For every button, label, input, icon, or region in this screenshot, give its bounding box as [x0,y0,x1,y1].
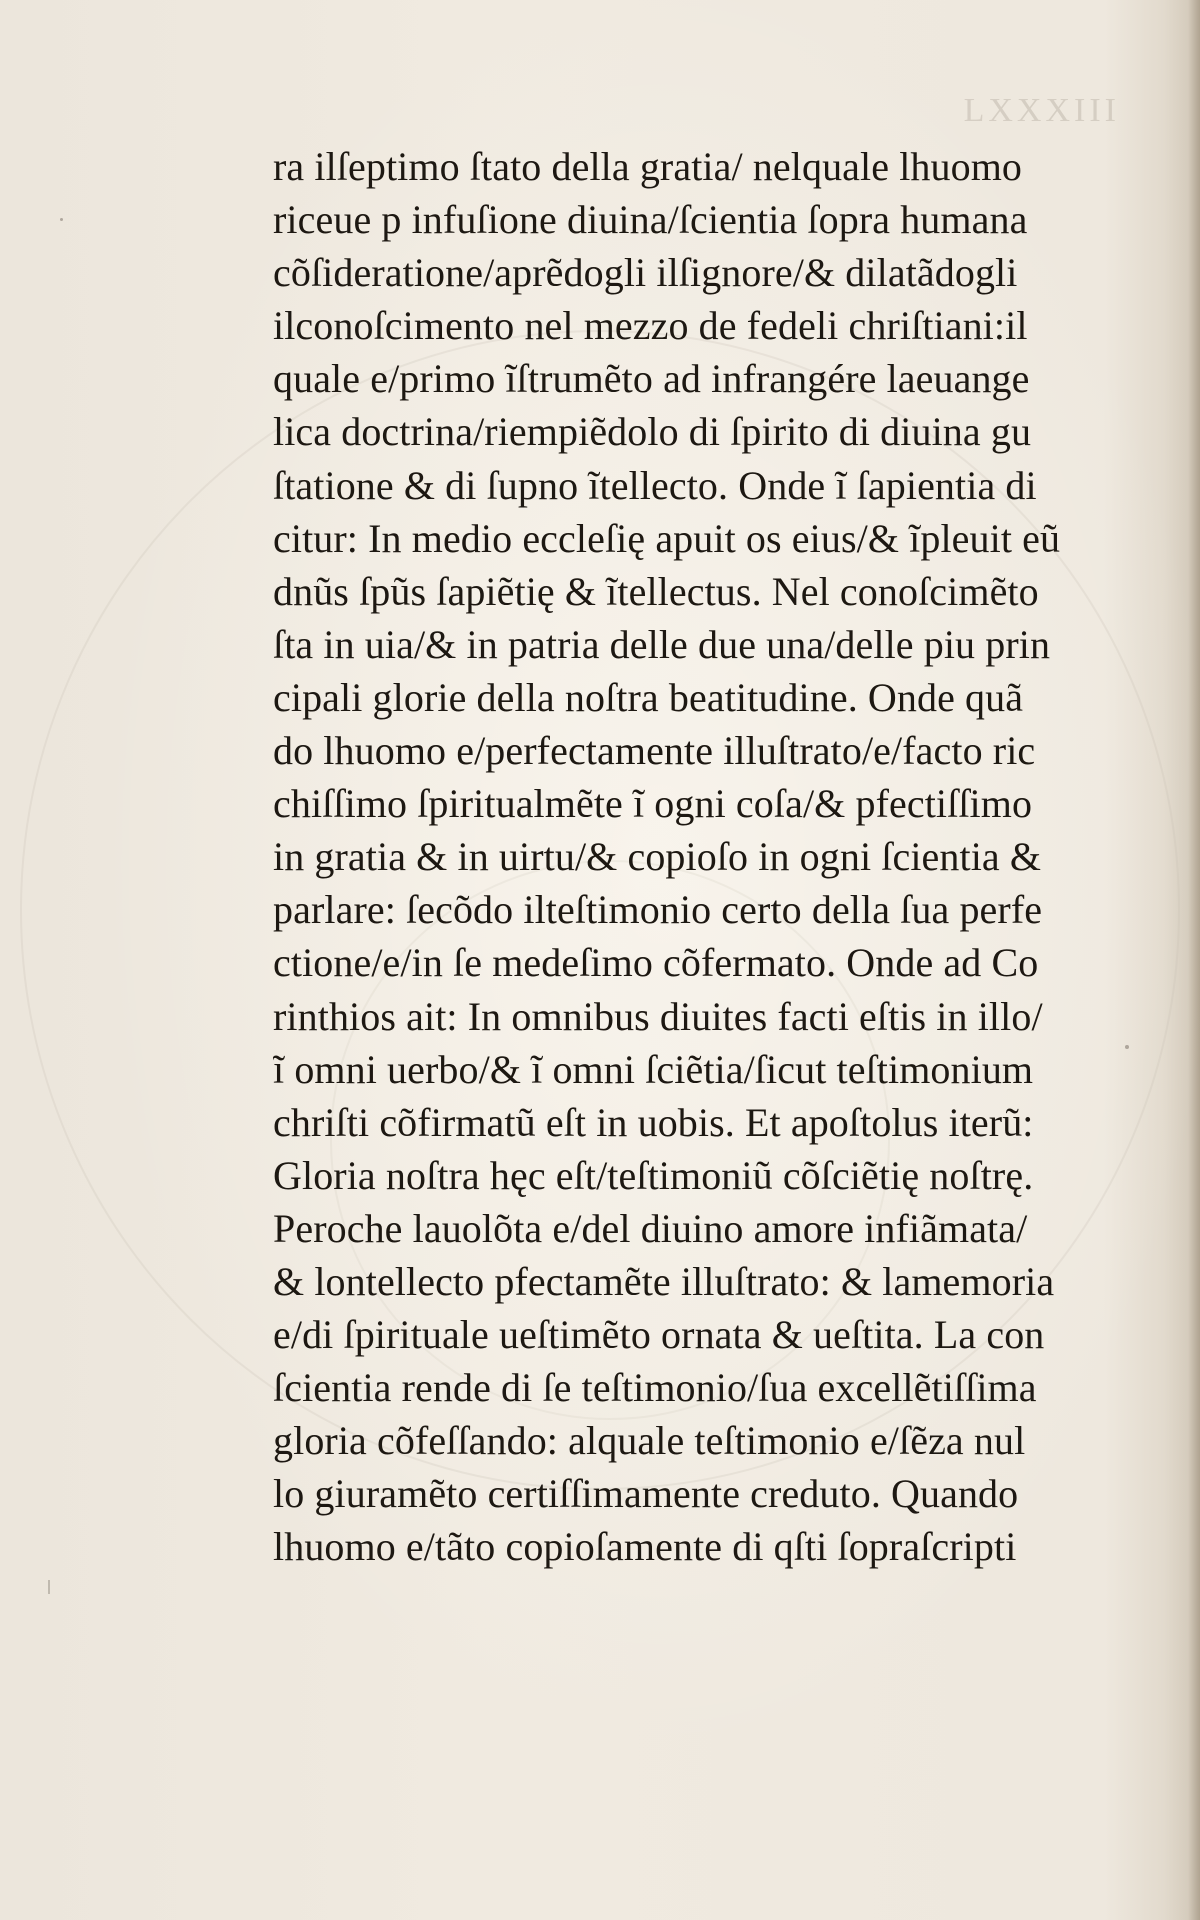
text-line: dnũs ſpũs ſapiẽtię & ĩtellectus. Nel conoſcimẽto [273,568,1039,614]
text-line: in gratia & in uirtu/& copioſo in ogni ſcientia & [273,834,1042,880]
text-line: quale e/primo ĩſtrumẽto ad infrangére laeuange [273,356,1030,402]
text-line: lica doctrina/riempiẽdolo di ſpirito di diuina gu [273,409,1032,455]
text-line: riceue p infuſione diuina/ſcientia ſopra humana [273,197,1028,243]
text-line: ſtatione & di ſupno ĩtellecto. Onde ĩ ſapientia di [273,462,1037,508]
text-line: ſta in uia/& in patria delle due una/delle piu prin [273,621,1051,667]
text-line: & lontellecto pfectamẽte illuſtrato: & lamemoria [273,1258,1055,1304]
text-line: ſcientia rende di ſe teſtimonio/ſua excellẽtiſſima [273,1365,1037,1411]
text-line: lhuomo e/tãto copioſamente di qſti ſopraſcripti [273,1524,1017,1570]
text-line: chiſſimo ſpiritualmẽte ĩ ogni coſa/& pfectiſſimo [273,781,1033,827]
text-line: rinthios ait: In omnibus diuites facti eſtis in illo/ [273,993,1043,1039]
text-line: ctione/e/in ſe medeſimo cõfermato. Onde ad Co [273,940,1039,986]
text-line: Gloria noſtra hęc eſt/teſtimoniũ cõſciẽtię noſtrę. [273,1152,1034,1198]
text-line: ilconoſcimento nel mezzo de fedeli chriſtiani:il [273,303,1028,349]
text-line: gloria cõfeſſando: alquale teſtimonio e/ſẽza nul [273,1418,1026,1464]
text-line: parlare: ſecõdo ilteſtimonio certo della ſua perfe [273,887,1043,933]
text-line: chriſti cõfirmatũ eſt in uobis. Et apoſtolus iterũ: [273,1099,1034,1145]
text-line: e/di ſpirituale ueſtimẽto ornata & ueſtita. La con [273,1312,1045,1358]
text-line: ĩ omni uerbo/& ĩ omni ſciẽtia/ſicut teſtimonium [273,1046,1034,1092]
text-line: cõſideratione/aprẽdogli ilſignore/& dilatãdogli [273,250,1018,296]
ink-speck [1125,1045,1129,1049]
ink-speck [60,218,63,221]
text-line: lo giuramẽto certiſſimamente creduto. Quando [273,1471,1019,1517]
text-line: cipali glorie della noſtra beatitudine. Onde quã [273,674,1024,720]
page-edge-shadow [1188,0,1200,1920]
ink-speck [48,1580,50,1594]
text-block [273,140,1135,1574]
text-line: do lhuomo e/perfectamente illuſtrato/e/facto ric [273,728,1036,774]
text-line: Peroche lauolõta e/del diuino amore infiãmata/ [273,1205,1028,1251]
folio-number: LXXXIII [963,92,1120,129]
text-line: ra ilſeptimo ſtato della gratia/ nelquale lhuomo [273,144,1023,189]
text-line: citur: In medio eccleſię apuit os eius/& ĩpleuit eũ [273,515,1061,561]
